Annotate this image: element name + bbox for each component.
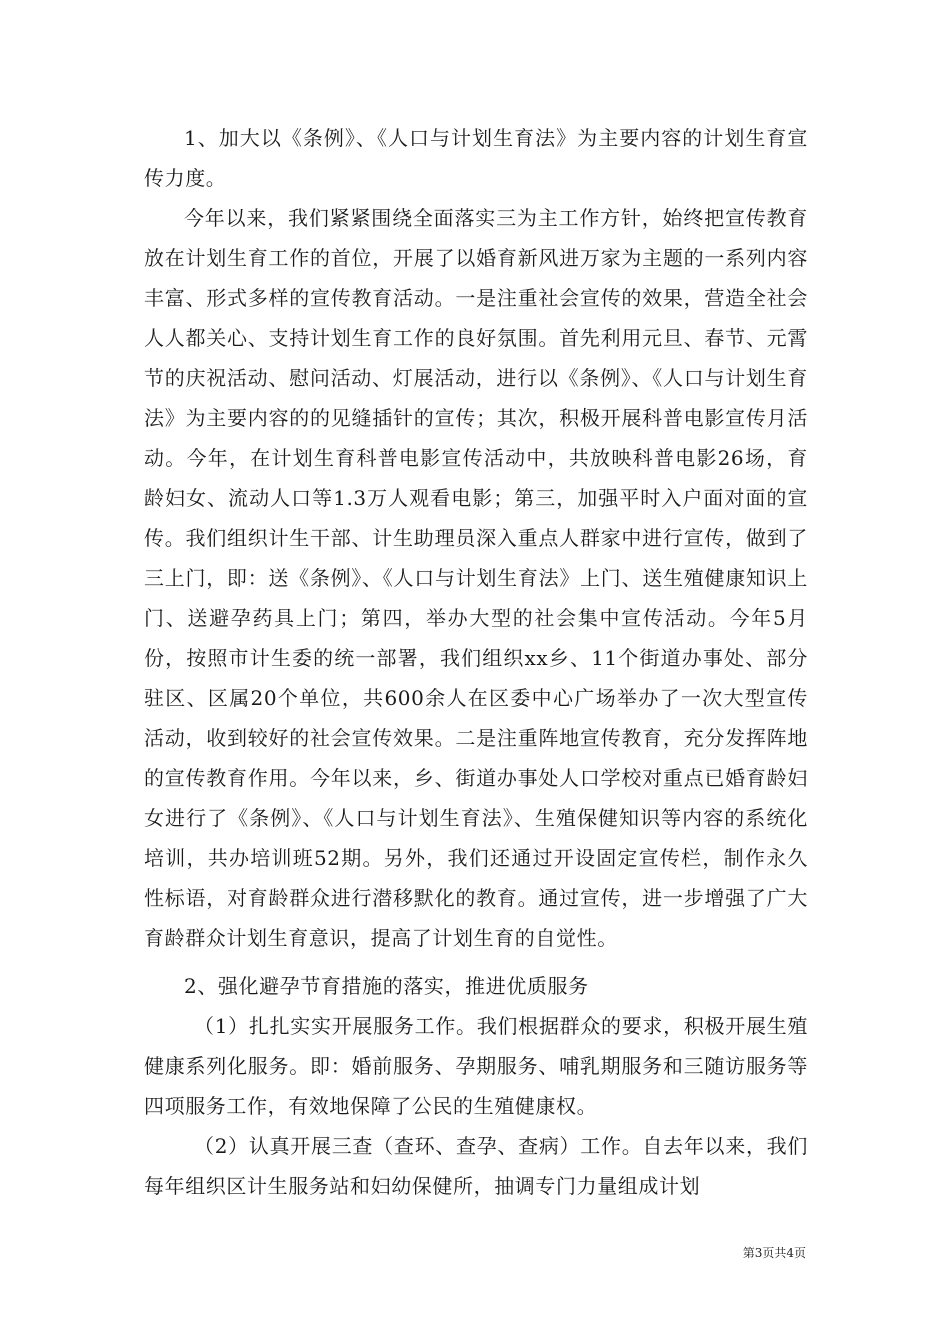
section-heading-1: 1、加大以《条例》、《人口与计划生育法》为主要内容的计划生育宣传力度。: [144, 126, 808, 190]
body-paragraph-publicity: 今年以来，我们紧紧围绕全面落实三为主工作方针，始终把宣传教育放在计划生育工作的首位，开展了以婚育新风进万家为主题的一系列内容丰富、形式多样的宣传教育活动。一是注重社会宣传的效果，营造全社会人人都关心、支持计划生育工作的良好氛围。首先利用元旦、春节、元霄节的庆祝活动、慰问活动、灯展活动，进行以《条例》、《人口与计划生育法》为主要内容的的见缝插针的宣传；其次，积极开展科普电影宣传月活动。今年，在计划生育科普电影宣传活动中，共放映科普电影26场，育龄妇女、流动人口等1.3万人观看电影；第三，加强平时入户面对面的宣传。我们组织计生干部、计生助理员深入重点人群家中进行宣传，做到了三上门，即：送《条例》、《人口与计划生育法》上门、送生殖健康知识上门、送避孕药具上门；第四，举办大型的社会集中宣传活动。今年5月份，按照市计生委的统一部署，我们组织xx乡、11个街道办事处、部分驻区、区属20个单位，共600余人在区委中心广场举办了一次大型宣传活动，收到较好的社会宣传效果。二是注重阵地宣传教育，充分发挥阵地的宣传教育作用。今年以来，乡、街道办事处人口学校对重点已婚育龄妇女进行了《条例》、《人口与计划生育法》、生殖保健知识等内容的系统化培训，共办培训班52期。另外，我们还通过开设固定宣传栏，制作永久性标语，对育龄群众进行潜移默化的教育。通过宣传，进一步增强了广大育龄群众计划生育意识，提高了计划生育的自觉性。: [144, 206, 808, 950]
body-paragraph-service: （1）扎扎实实开展服务工作。我们根据群众的要求，积极开展生殖健康系列化服务。即：婚前服务、孕期服务、哺乳期服务和三随访服务等四项服务工作，有效地保障了公民的生殖健康权。: [144, 1014, 808, 1118]
document-body: [144, 118, 808, 1206]
body-paragraph-three-checks: （2）认真开展三查（查环、查孕、查病）工作。自去年以来，我们每年组织区计生服务站和妇幼保健所，抽调专门力量组成计划: [144, 1134, 808, 1198]
section-heading-2: 2、强化避孕节育措施的落实，推进优质服务: [184, 974, 589, 998]
page-number-footer: 第3页共4页: [742, 1246, 806, 1260]
